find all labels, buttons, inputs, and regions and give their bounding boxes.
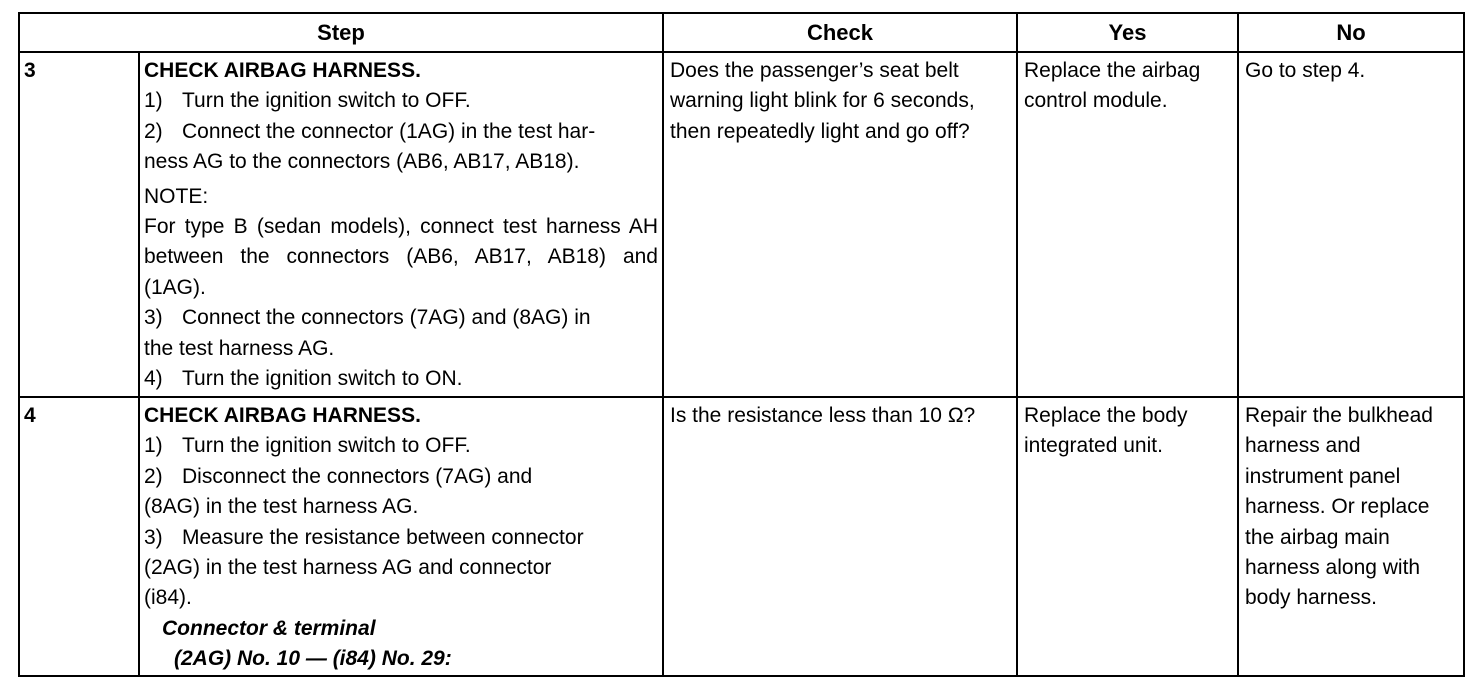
step-item-continued: (i84). [144,586,192,610]
step-item-continued: (2AG) in the test harness AG and connector [144,556,552,580]
connector-value: (2AG) No. 10 — (i84) No. 29: [174,647,452,671]
header-no: No [1238,13,1464,52]
yes-cell: Replace the body integrated unit. [1017,397,1238,676]
step-title: CHECK AIRBAG HARNESS. [144,404,421,427]
step-item: 2) Disconnect the connectors (7AG) and [144,464,533,488]
step-item-continued: ness AG to the connectors (AB6, AB17, AB18). [144,150,580,174]
step-description [139,52,663,397]
table-row [19,52,1464,397]
step-item-continued: the test harness AG. [144,336,335,360]
header-yes: Yes [1017,13,1238,52]
step-number: 3 [19,52,139,397]
step-item: 3) Measure the resistance between connector [144,525,584,549]
diagnostic-table [18,12,1465,677]
step-item: 4) Turn the ignition switch to ON. [144,367,463,391]
connector-label: Connector & terminal [162,616,376,640]
step-item: 1) Turn the ignition switch to OFF. [144,434,471,458]
header-row [19,13,1464,52]
table-row [19,397,1464,676]
note-text: For type B (sedan models), connect test harness AH between the connectors (AB6, AB17, AB18) and (1AG). [144,215,658,299]
header-step: Step [19,13,663,52]
step-item: 3) Connect the connectors (7AG) and (8AG) in [144,306,591,330]
note-label: NOTE: [144,184,209,208]
yes-cell: Replace the airbag control module. [1017,52,1238,397]
check-cell: Does the passenger’s seat belt warning light blink for 6 seconds, then repeatedly light and go off? [663,52,1017,397]
step-title: CHECK AIRBAG HARNESS. [144,59,421,82]
step-item-continued: (8AG) in the test harness AG. [144,495,419,519]
no-cell: Repair the bulkhead harness and instrument panel harness. Or replace the airbag main harness along with body harness. [1238,397,1464,676]
check-cell: Is the resistance less than 10 Ω? [663,397,1017,676]
step-item: 2) Connect the connector (1AG) in the test har- [144,119,596,143]
step-item: 1) Turn the ignition switch to OFF. [144,89,471,113]
step-number: 4 [19,397,139,676]
no-cell: Go to step 4. [1238,52,1464,397]
step-description [139,397,663,676]
header-check: Check [663,13,1017,52]
